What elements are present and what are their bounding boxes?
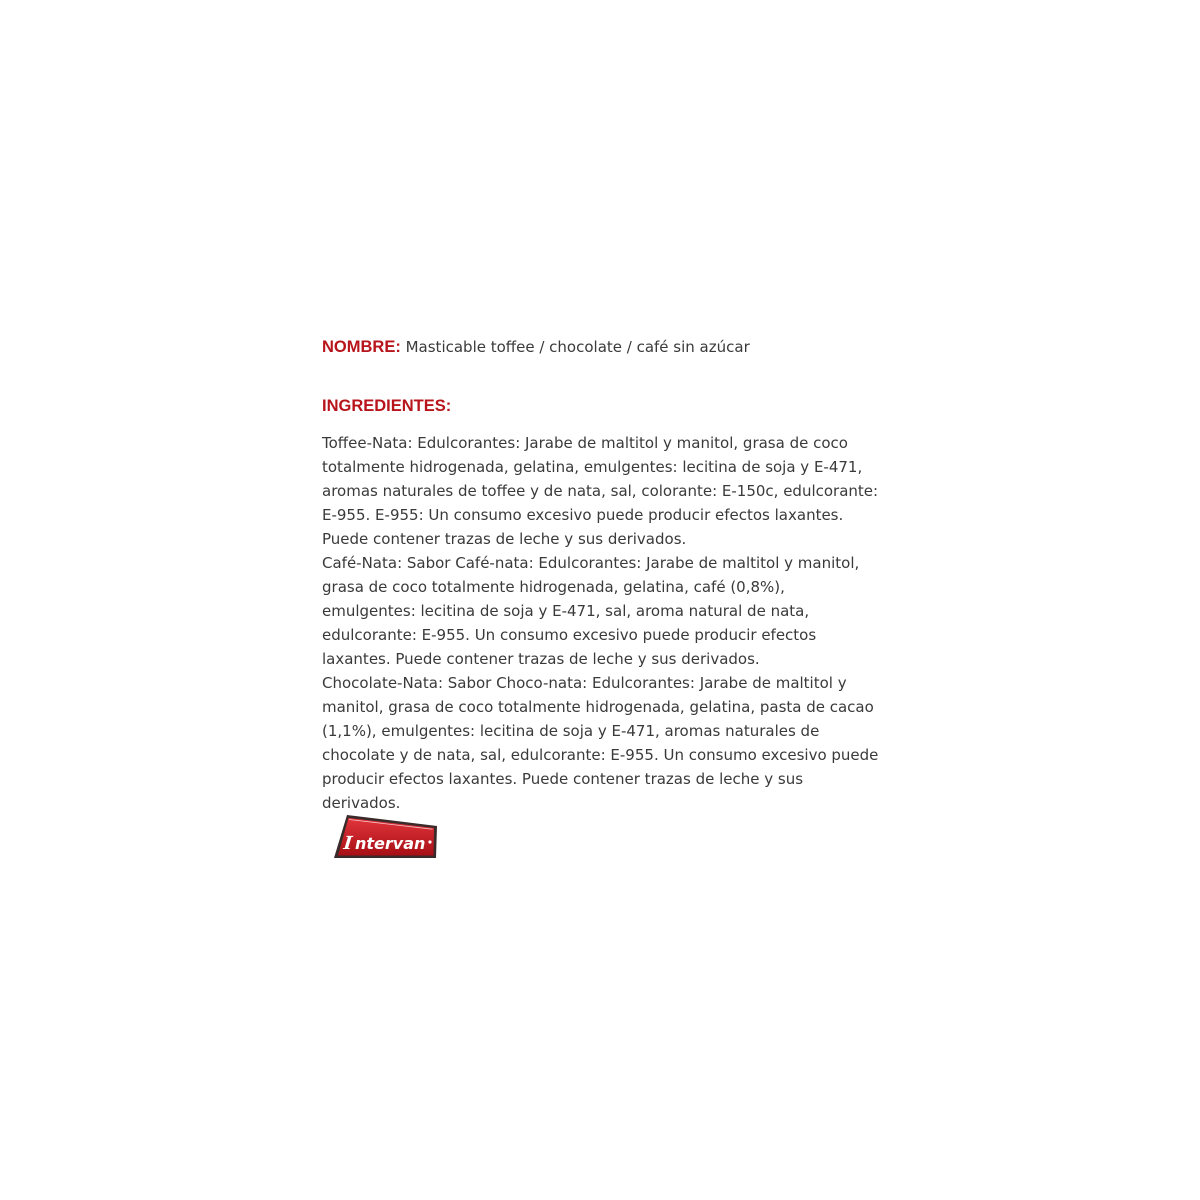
- ingredients-heading-row: [322, 392, 882, 420]
- nombre-label: NOMBRE:: [322, 338, 401, 356]
- ingredients-chocolate-nata: Chocolate-Nata: Sabor Choco-nata: Edulcorantes: Jarabe de maltitol y manitol, grasa de coco totalmente hidrogenada, gelatina, pasta de cacao (1,1%), emulgentes: lecitina de soja y E-471, aromas naturales de chocolate y de nata, sal, edulcorante: E-955. Un consumo excesivo puede producir efectos laxantes. Puede contener trazas de leche y sus derivados.: [322, 674, 879, 812]
- svg-text:ntervan: ntervan: [355, 834, 426, 853]
- product-name-line: [322, 333, 882, 361]
- ingredients-cafe-nata: Café-Nata: Sabor Café-nata: Edulcorantes: Jarabe de maltitol y manitol, grasa de coco totalmente hidrogenada, gelatina, café (0,8%), emulgentes: lecitina de soja y E-471, sal, aroma natural de nata, edulcorante: E-955. Un consumo excesivo puede producir efectos laxantes. Puede contener trazas de leche y sus derivados.: [322, 554, 860, 668]
- product-name: Masticable toffee / chocolate / café sin azúcar: [405, 338, 750, 356]
- svg-text:I: I: [342, 833, 354, 854]
- intervan-logo: [333, 812, 439, 862]
- ingredientes-label: INGREDIENTES:: [322, 397, 452, 415]
- product-info: [322, 333, 882, 815]
- ingredients-list: [322, 431, 882, 815]
- ingredients-toffee-nata: Toffee-Nata: Edulcorantes: Jarabe de maltitol y manitol, grasa de coco totalmente hidrogenada, gelatina, emulgentes: lecitina de soja y E-471, aromas naturales de toffee y de nata, sal, colorante: E-150c, edulcorante: E-955. E-955: Un consumo excesivo puede producir efectos laxantes. Puede contener trazas de leche y sus derivados.: [322, 434, 879, 548]
